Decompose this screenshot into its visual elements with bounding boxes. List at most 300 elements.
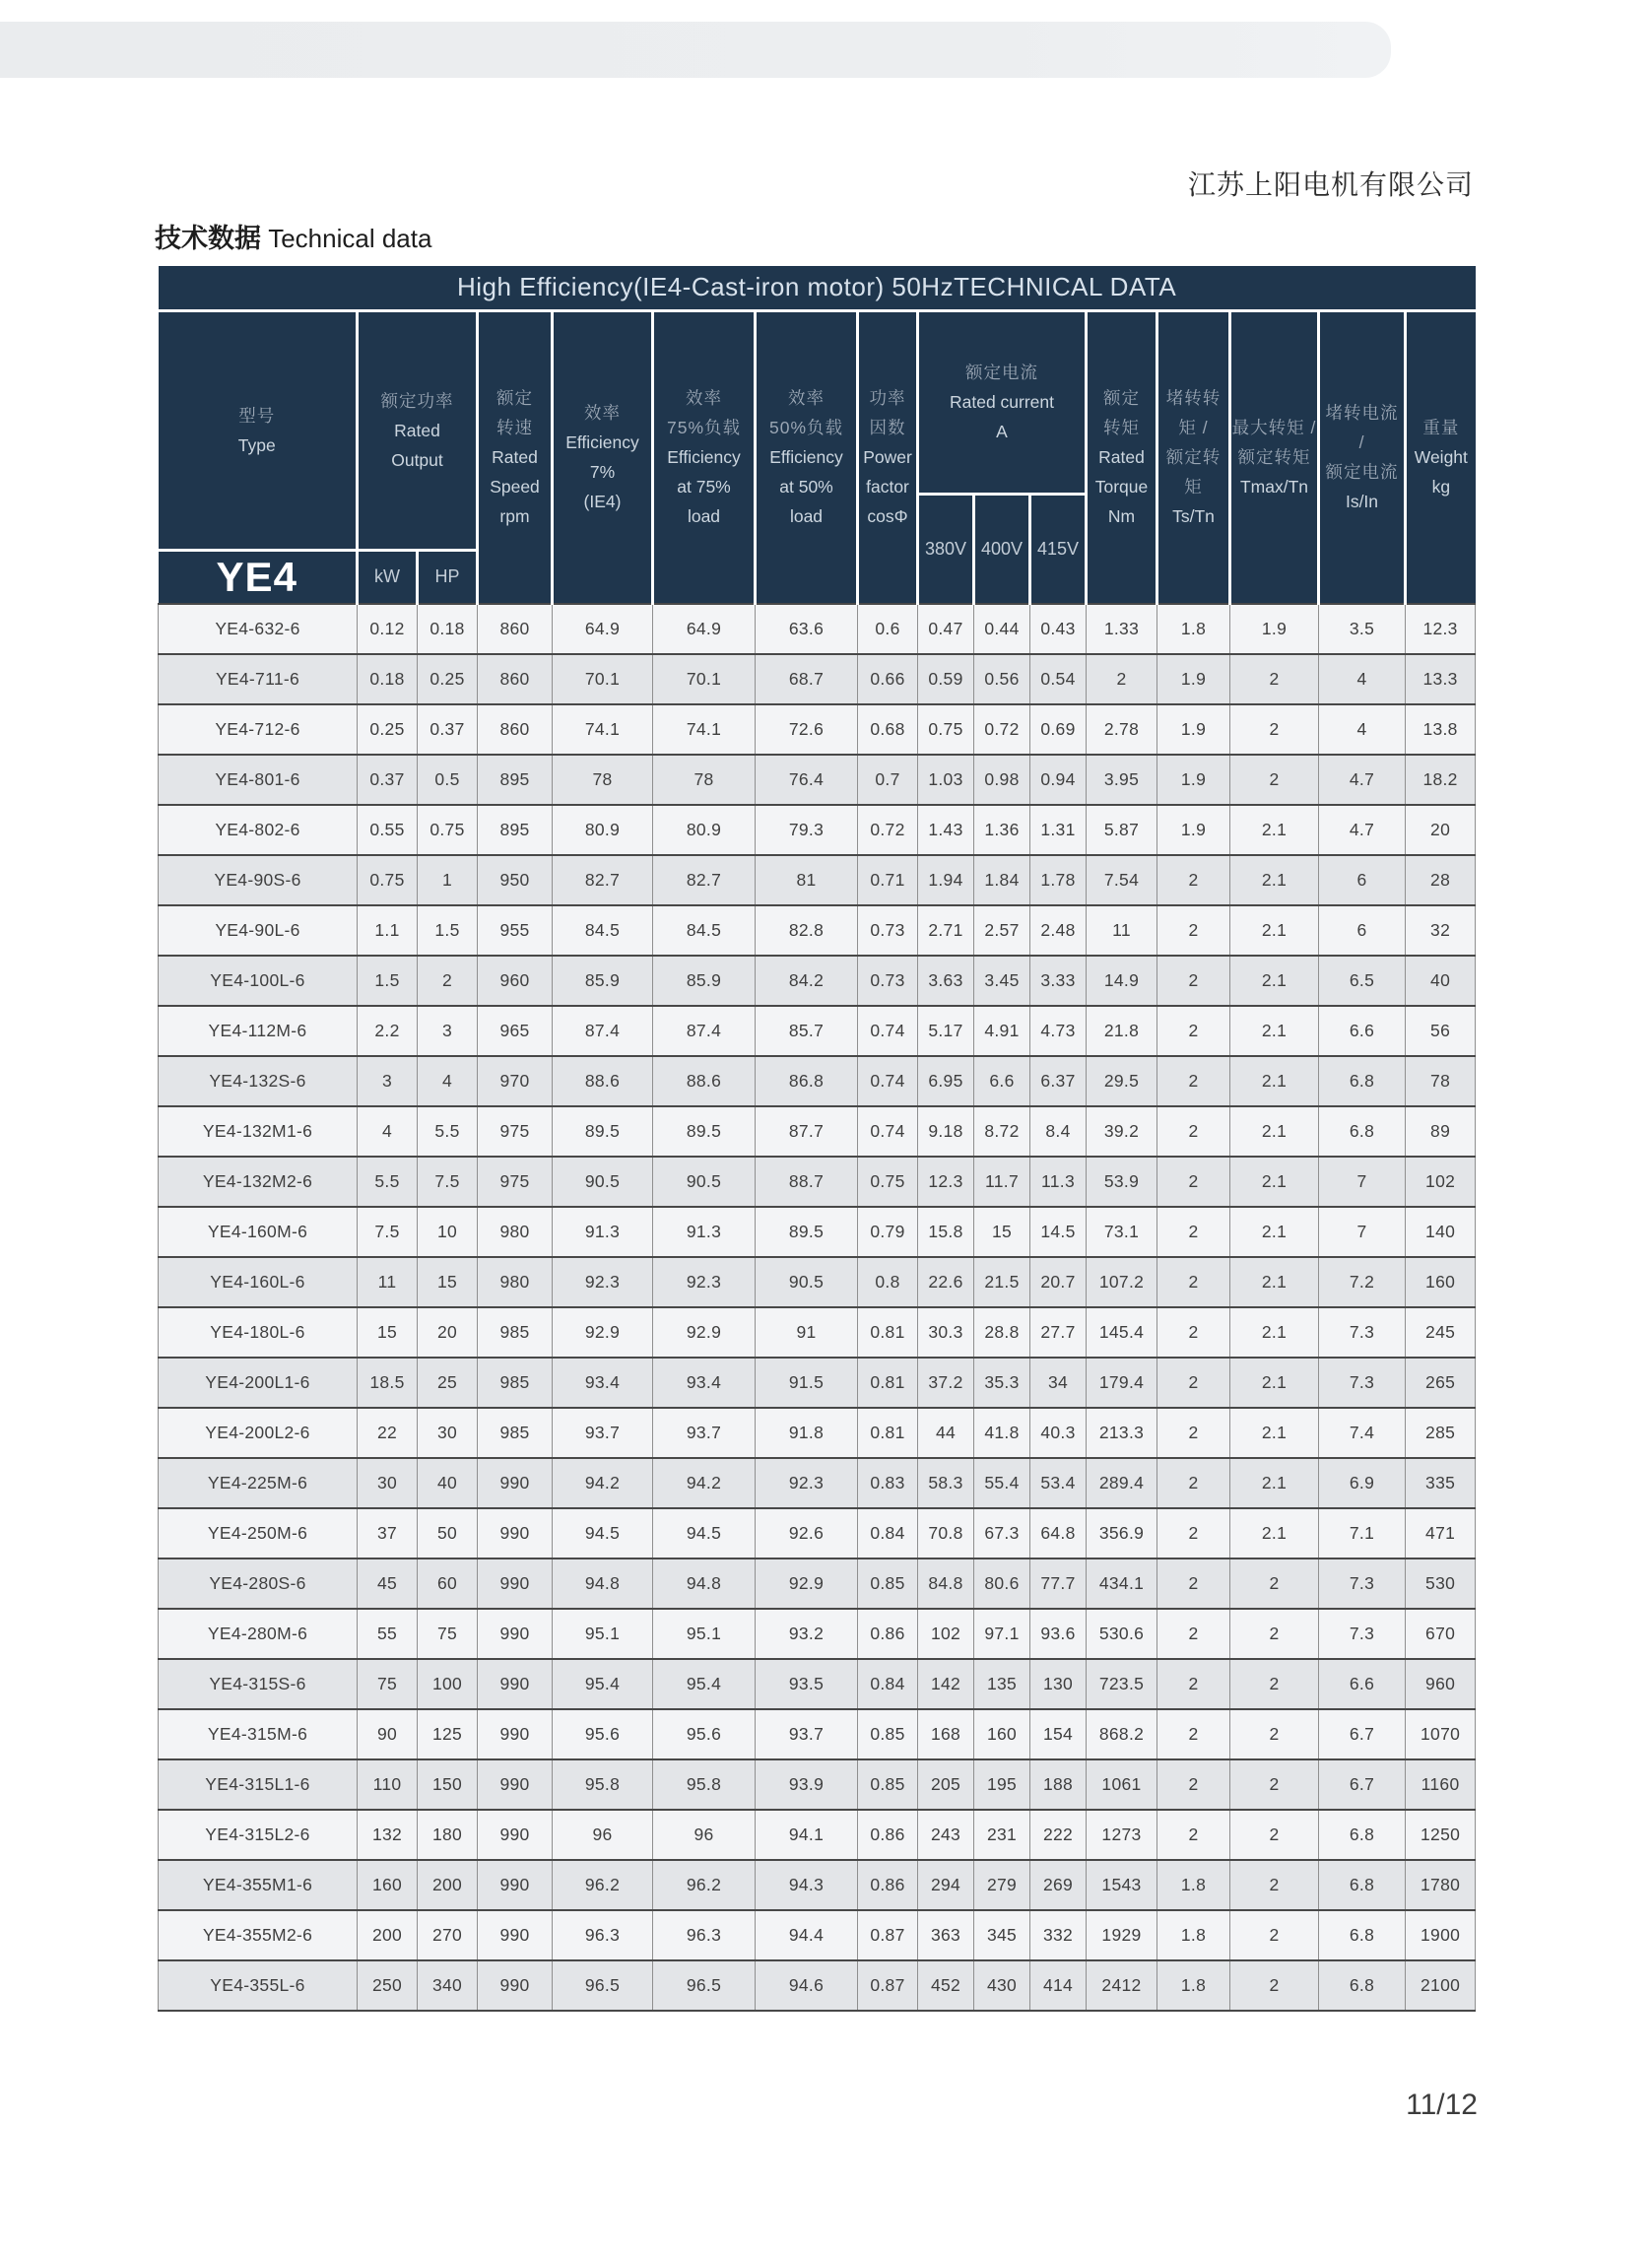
- value-cell: 0.85: [858, 1709, 918, 1759]
- value-cell: 87.4: [553, 1006, 653, 1056]
- value-cell: 4.91: [974, 1006, 1030, 1056]
- value-cell: 92.9: [653, 1307, 756, 1358]
- value-cell: 89.5: [653, 1106, 756, 1157]
- value-cell: 64.9: [553, 604, 653, 654]
- value-cell: 85.9: [553, 956, 653, 1006]
- value-cell: 0.18: [418, 604, 478, 654]
- value-cell: 94.1: [756, 1810, 858, 1860]
- value-cell: 53.4: [1030, 1458, 1087, 1508]
- value-cell: 11.3: [1030, 1157, 1087, 1207]
- value-cell: 10: [418, 1207, 478, 1257]
- value-cell: 15: [418, 1257, 478, 1307]
- value-cell: 990: [478, 1709, 553, 1759]
- value-cell: 93.9: [756, 1759, 858, 1810]
- value-cell: 0.37: [418, 704, 478, 755]
- value-cell: 20: [1406, 805, 1476, 855]
- value-cell: 55.4: [974, 1458, 1030, 1508]
- value-cell: 64.8: [1030, 1508, 1087, 1559]
- value-cell: 160: [358, 1860, 418, 1910]
- value-cell: 990: [478, 1960, 553, 2011]
- model-cell: YE4-200L1-6: [159, 1358, 358, 1408]
- table-row: [159, 1006, 1476, 1056]
- value-cell: 4.73: [1030, 1006, 1087, 1056]
- value-cell: 200: [418, 1860, 478, 1910]
- value-cell: 93.4: [553, 1358, 653, 1408]
- model-cell: YE4-180L-6: [159, 1307, 358, 1358]
- value-cell: 12.3: [1406, 604, 1476, 654]
- table-row: [159, 805, 1476, 855]
- table-row: [159, 1056, 1476, 1106]
- value-cell: 7: [1319, 1157, 1406, 1207]
- value-cell: 7.3: [1319, 1358, 1406, 1408]
- value-cell: 2.1: [1230, 1508, 1319, 1559]
- value-cell: 1273: [1087, 1810, 1157, 1860]
- value-cell: 895: [478, 805, 553, 855]
- value-cell: 0.84: [858, 1659, 918, 1709]
- value-cell: 2: [1157, 1408, 1230, 1458]
- value-cell: 2: [1157, 1207, 1230, 1257]
- value-cell: 0.74: [858, 1006, 918, 1056]
- value-cell: 67.3: [974, 1508, 1030, 1559]
- value-cell: 95.8: [553, 1759, 653, 1810]
- page-title-en: Technical data: [261, 224, 432, 253]
- col-header-efficiency-50: 效率 50%负载 Efficiency at 50% load: [756, 310, 858, 604]
- value-cell: 1.43: [918, 805, 974, 855]
- value-cell: 2.1: [1230, 1408, 1319, 1458]
- value-cell: 2: [1157, 1006, 1230, 1056]
- value-cell: 2.71: [918, 905, 974, 956]
- value-cell: 2: [1230, 1910, 1319, 1960]
- value-cell: 2.1: [1230, 1458, 1319, 1508]
- value-cell: 95.1: [553, 1609, 653, 1659]
- value-cell: 21.5: [974, 1257, 1030, 1307]
- value-cell: 0.75: [858, 1157, 918, 1207]
- value-cell: 30: [358, 1458, 418, 1508]
- value-cell: 92.3: [653, 1257, 756, 1307]
- value-cell: 0.85: [858, 1759, 918, 1810]
- value-cell: 2: [1157, 1759, 1230, 1810]
- value-cell: 107.2: [1087, 1257, 1157, 1307]
- value-cell: 6.37: [1030, 1056, 1087, 1106]
- value-cell: 2.1: [1230, 1307, 1319, 1358]
- value-cell: 96.3: [653, 1910, 756, 1960]
- value-cell: 955: [478, 905, 553, 956]
- value-cell: 6.5: [1319, 956, 1406, 1006]
- table-row: [159, 1307, 1476, 1358]
- value-cell: 195: [974, 1759, 1030, 1810]
- value-cell: 0.72: [974, 704, 1030, 755]
- value-cell: 94.6: [756, 1960, 858, 2011]
- value-cell: 96: [653, 1810, 756, 1860]
- value-cell: 0.5: [418, 755, 478, 805]
- value-cell: 1.33: [1087, 604, 1157, 654]
- value-cell: 2.1: [1230, 855, 1319, 905]
- value-cell: 2: [1157, 1458, 1230, 1508]
- value-cell: 41.8: [974, 1408, 1030, 1458]
- value-cell: 96.2: [553, 1860, 653, 1910]
- value-cell: 990: [478, 1508, 553, 1559]
- value-cell: 6: [1319, 905, 1406, 956]
- col-header-kw: kW: [358, 550, 418, 604]
- value-cell: 75: [358, 1659, 418, 1709]
- table-row: [159, 1157, 1476, 1207]
- value-cell: 21.8: [1087, 1006, 1157, 1056]
- value-cell: 975: [478, 1157, 553, 1207]
- value-cell: 78: [1406, 1056, 1476, 1106]
- value-cell: 6.6: [974, 1056, 1030, 1106]
- value-cell: 723.5: [1087, 1659, 1157, 1709]
- value-cell: 95.8: [653, 1759, 756, 1810]
- value-cell: 32: [1406, 905, 1476, 956]
- col-header-model: 型号 Type: [159, 310, 358, 550]
- table-row: [159, 1559, 1476, 1609]
- value-cell: 2: [1157, 1157, 1230, 1207]
- col-header-weight: 重量 Weight kg: [1406, 310, 1476, 604]
- value-cell: 279: [974, 1860, 1030, 1910]
- header-row-1: [159, 310, 1476, 494]
- value-cell: 471: [1406, 1508, 1476, 1559]
- value-cell: 91: [756, 1307, 858, 1358]
- value-cell: 990: [478, 1559, 553, 1609]
- value-cell: 0.56: [974, 654, 1030, 704]
- value-cell: 15: [974, 1207, 1030, 1257]
- value-cell: 6.95: [918, 1056, 974, 1106]
- value-cell: 78: [553, 755, 653, 805]
- value-cell: 96.5: [553, 1960, 653, 2011]
- series-label: YE4: [159, 550, 358, 604]
- value-cell: 102: [1406, 1157, 1476, 1207]
- value-cell: 94.5: [653, 1508, 756, 1559]
- value-cell: 4.7: [1319, 805, 1406, 855]
- value-cell: 93.5: [756, 1659, 858, 1709]
- value-cell: 2: [1157, 1559, 1230, 1609]
- value-cell: 125: [418, 1709, 478, 1759]
- value-cell: 168: [918, 1709, 974, 1759]
- value-cell: 94.8: [553, 1559, 653, 1609]
- value-cell: 77.7: [1030, 1559, 1087, 1609]
- value-cell: 6.9: [1319, 1458, 1406, 1508]
- model-cell: YE4-225M-6: [159, 1458, 358, 1508]
- value-cell: 150: [418, 1759, 478, 1810]
- value-cell: 7.2: [1319, 1257, 1406, 1307]
- value-cell: 96.2: [653, 1860, 756, 1910]
- value-cell: 93.6: [1030, 1609, 1087, 1659]
- value-cell: 6.7: [1319, 1709, 1406, 1759]
- value-cell: 2: [1230, 1759, 1319, 1810]
- table-row: [159, 1508, 1476, 1559]
- page-number: 11/12: [1406, 2089, 1478, 2121]
- value-cell: 452: [918, 1960, 974, 2011]
- col-header-efficiency-75: 效率 75%负载 Efficiency at 75% load: [653, 310, 756, 604]
- table-row: [159, 855, 1476, 905]
- value-cell: 93.2: [756, 1609, 858, 1659]
- value-cell: 2: [1157, 1810, 1230, 1860]
- col-header-ts-tn: 堵转转矩 / 额定转矩 Ts/Tn: [1157, 310, 1230, 604]
- model-cell: YE4-132M1-6: [159, 1106, 358, 1157]
- value-cell: 5.17: [918, 1006, 974, 1056]
- value-cell: 22: [358, 1408, 418, 1458]
- value-cell: 0.6: [858, 604, 918, 654]
- model-cell: YE4-160M-6: [159, 1207, 358, 1257]
- value-cell: 345: [974, 1910, 1030, 1960]
- value-cell: 2: [1157, 1307, 1230, 1358]
- table-row: [159, 604, 1476, 654]
- value-cell: 4: [358, 1106, 418, 1157]
- table-row: [159, 956, 1476, 1006]
- value-cell: 95.6: [653, 1709, 756, 1759]
- value-cell: 0.8: [858, 1257, 918, 1307]
- value-cell: 0.69: [1030, 704, 1087, 755]
- value-cell: 6.8: [1319, 1860, 1406, 1910]
- model-cell: YE4-711-6: [159, 654, 358, 704]
- value-cell: 285: [1406, 1408, 1476, 1458]
- value-cell: 3: [358, 1056, 418, 1106]
- value-cell: 84.5: [553, 905, 653, 956]
- col-header-power-factor: 功率 因数 Power factor cosΦ: [858, 310, 918, 604]
- value-cell: 91.5: [756, 1358, 858, 1408]
- value-cell: 40.3: [1030, 1408, 1087, 1458]
- value-cell: 860: [478, 704, 553, 755]
- value-cell: 2.1: [1230, 805, 1319, 855]
- value-cell: 7.5: [418, 1157, 478, 1207]
- value-cell: 7.3: [1319, 1609, 1406, 1659]
- value-cell: 860: [478, 654, 553, 704]
- value-cell: 2: [1157, 1659, 1230, 1709]
- value-cell: 3.45: [974, 956, 1030, 1006]
- value-cell: 91.3: [553, 1207, 653, 1257]
- value-cell: 132: [358, 1810, 418, 1860]
- value-cell: 7.5: [358, 1207, 418, 1257]
- value-cell: 1929: [1087, 1910, 1157, 1960]
- value-cell: 94.4: [756, 1910, 858, 1960]
- value-cell: 30: [418, 1408, 478, 1458]
- value-cell: 2: [1230, 1960, 1319, 2011]
- value-cell: 0.94: [1030, 755, 1087, 805]
- value-cell: 2: [1230, 1609, 1319, 1659]
- value-cell: 70.1: [553, 654, 653, 704]
- value-cell: 7.1: [1319, 1508, 1406, 1559]
- table-header: [159, 266, 1476, 604]
- value-cell: 2: [1230, 755, 1319, 805]
- value-cell: 990: [478, 1759, 553, 1810]
- value-cell: 0.84: [858, 1508, 918, 1559]
- value-cell: 97.1: [974, 1609, 1030, 1659]
- value-cell: 0.81: [858, 1307, 918, 1358]
- value-cell: 11.7: [974, 1157, 1030, 1207]
- value-cell: 530: [1406, 1559, 1476, 1609]
- value-cell: 142: [918, 1659, 974, 1709]
- technical-data-table: [158, 266, 1476, 2012]
- value-cell: 1: [418, 855, 478, 905]
- table-row: [159, 1458, 1476, 1508]
- value-cell: 960: [1406, 1659, 1476, 1709]
- value-cell: 975: [478, 1106, 553, 1157]
- value-cell: 91.3: [653, 1207, 756, 1257]
- value-cell: 91.8: [756, 1408, 858, 1458]
- value-cell: 75: [418, 1609, 478, 1659]
- value-cell: 160: [1406, 1257, 1476, 1307]
- value-cell: 84.5: [653, 905, 756, 956]
- value-cell: 28: [1406, 855, 1476, 905]
- value-cell: 70.8: [918, 1508, 974, 1559]
- value-cell: 14.9: [1087, 956, 1157, 1006]
- model-cell: YE4-802-6: [159, 805, 358, 855]
- value-cell: 356.9: [1087, 1508, 1157, 1559]
- value-cell: 7.3: [1319, 1307, 1406, 1358]
- table-row: [159, 1709, 1476, 1759]
- model-cell: YE4-801-6: [159, 755, 358, 805]
- value-cell: 15.8: [918, 1207, 974, 1257]
- value-cell: 0.25: [418, 654, 478, 704]
- value-cell: 2.1: [1230, 1257, 1319, 1307]
- value-cell: 970: [478, 1056, 553, 1106]
- table-row: [159, 1257, 1476, 1307]
- value-cell: 2412: [1087, 1960, 1157, 2011]
- model-cell: YE4-280M-6: [159, 1609, 358, 1659]
- value-cell: 93.4: [653, 1358, 756, 1408]
- value-cell: 2.1: [1230, 956, 1319, 1006]
- value-cell: 80.9: [553, 805, 653, 855]
- model-cell: YE4-100L-6: [159, 956, 358, 1006]
- value-cell: 2: [1157, 1358, 1230, 1408]
- value-cell: 90.5: [756, 1257, 858, 1307]
- value-cell: 2: [1157, 1106, 1230, 1157]
- value-cell: 74.1: [553, 704, 653, 755]
- value-cell: 0.75: [918, 704, 974, 755]
- value-cell: 68.7: [756, 654, 858, 704]
- value-cell: 2: [1157, 905, 1230, 956]
- value-cell: 2100: [1406, 1960, 1476, 2011]
- value-cell: 96.5: [653, 1960, 756, 2011]
- value-cell: 0.75: [418, 805, 478, 855]
- value-cell: 5.87: [1087, 805, 1157, 855]
- value-cell: 50: [418, 1508, 478, 1559]
- value-cell: 2: [1230, 704, 1319, 755]
- value-cell: 0.79: [858, 1207, 918, 1257]
- page-title: [155, 217, 431, 255]
- value-cell: 1250: [1406, 1810, 1476, 1860]
- value-cell: 265: [1406, 1358, 1476, 1408]
- value-cell: 22.6: [918, 1257, 974, 1307]
- value-cell: 96: [553, 1810, 653, 1860]
- value-cell: 2.1: [1230, 1358, 1319, 1408]
- value-cell: 15: [358, 1307, 418, 1358]
- value-cell: 60: [418, 1559, 478, 1609]
- value-cell: 2: [1157, 956, 1230, 1006]
- col-header-rated-output: 额定功率 Rated Output: [358, 310, 478, 550]
- value-cell: 270: [418, 1910, 478, 1960]
- value-cell: 1.1: [358, 905, 418, 956]
- value-cell: 56: [1406, 1006, 1476, 1056]
- value-cell: 95.4: [653, 1659, 756, 1709]
- value-cell: 0.7: [858, 755, 918, 805]
- value-cell: 18.5: [358, 1358, 418, 1408]
- value-cell: 868.2: [1087, 1709, 1157, 1759]
- value-cell: 154: [1030, 1709, 1087, 1759]
- value-cell: 88.6: [553, 1056, 653, 1106]
- value-cell: 13.3: [1406, 654, 1476, 704]
- value-cell: 92.9: [756, 1559, 858, 1609]
- model-cell: YE4-315L2-6: [159, 1810, 358, 1860]
- value-cell: 985: [478, 1358, 553, 1408]
- table-title-row: [159, 266, 1476, 310]
- model-cell: YE4-355M1-6: [159, 1860, 358, 1910]
- value-cell: 93.7: [653, 1408, 756, 1458]
- value-cell: 3.5: [1319, 604, 1406, 654]
- col-header-rated-current: 额定电流 Rated current A: [918, 310, 1087, 494]
- col-header-415v: 415V: [1030, 494, 1087, 604]
- value-cell: 2.1: [1230, 1207, 1319, 1257]
- value-cell: 92.3: [553, 1257, 653, 1307]
- value-cell: 179.4: [1087, 1358, 1157, 1408]
- value-cell: 70.1: [653, 654, 756, 704]
- value-cell: 92.9: [553, 1307, 653, 1358]
- value-cell: 18.2: [1406, 755, 1476, 805]
- col-header-rated-speed: 额定 转速 Rated Speed rpm: [478, 310, 553, 604]
- value-cell: 1.03: [918, 755, 974, 805]
- value-cell: 4.7: [1319, 755, 1406, 805]
- value-cell: 89: [1406, 1106, 1476, 1157]
- value-cell: 1.5: [358, 956, 418, 1006]
- value-cell: 40: [1406, 956, 1476, 1006]
- value-cell: 3.63: [918, 956, 974, 1006]
- value-cell: 92.6: [756, 1508, 858, 1559]
- value-cell: 80.6: [974, 1559, 1030, 1609]
- model-cell: YE4-90L-6: [159, 905, 358, 956]
- value-cell: 2: [1157, 1056, 1230, 1106]
- value-cell: 35.3: [974, 1358, 1030, 1408]
- table-row: [159, 1609, 1476, 1659]
- value-cell: 1.31: [1030, 805, 1087, 855]
- value-cell: 2.1: [1230, 1157, 1319, 1207]
- table-row: [159, 704, 1476, 755]
- value-cell: 85.9: [653, 956, 756, 1006]
- value-cell: 0.73: [858, 956, 918, 1006]
- value-cell: 30.3: [918, 1307, 974, 1358]
- value-cell: 55: [358, 1609, 418, 1659]
- value-cell: 2: [1230, 1659, 1319, 1709]
- value-cell: 245: [1406, 1307, 1476, 1358]
- value-cell: 0.85: [858, 1559, 918, 1609]
- model-cell: YE4-132S-6: [159, 1056, 358, 1106]
- value-cell: 100: [418, 1659, 478, 1709]
- value-cell: 6.8: [1319, 1106, 1406, 1157]
- model-cell: YE4-632-6: [159, 604, 358, 654]
- table-row: [159, 1358, 1476, 1408]
- value-cell: 90: [358, 1709, 418, 1759]
- company-name: 江苏上阳电机有限公司: [1187, 169, 1474, 200]
- value-cell: 895: [478, 755, 553, 805]
- value-cell: 94.8: [653, 1559, 756, 1609]
- value-cell: 332: [1030, 1910, 1087, 1960]
- value-cell: 2: [1157, 1709, 1230, 1759]
- table-row: [159, 1910, 1476, 1960]
- value-cell: 28.8: [974, 1307, 1030, 1358]
- value-cell: 1.8: [1157, 1910, 1230, 1960]
- value-cell: 2.78: [1087, 704, 1157, 755]
- value-cell: 2.57: [974, 905, 1030, 956]
- value-cell: 0.66: [858, 654, 918, 704]
- value-cell: 95.6: [553, 1709, 653, 1759]
- value-cell: 84.8: [918, 1559, 974, 1609]
- value-cell: 530.6: [1087, 1609, 1157, 1659]
- value-cell: 8.4: [1030, 1106, 1087, 1157]
- value-cell: 89.5: [553, 1106, 653, 1157]
- value-cell: 980: [478, 1257, 553, 1307]
- value-cell: 6.8: [1319, 1056, 1406, 1106]
- value-cell: 1.9: [1157, 805, 1230, 855]
- value-cell: 0.18: [358, 654, 418, 704]
